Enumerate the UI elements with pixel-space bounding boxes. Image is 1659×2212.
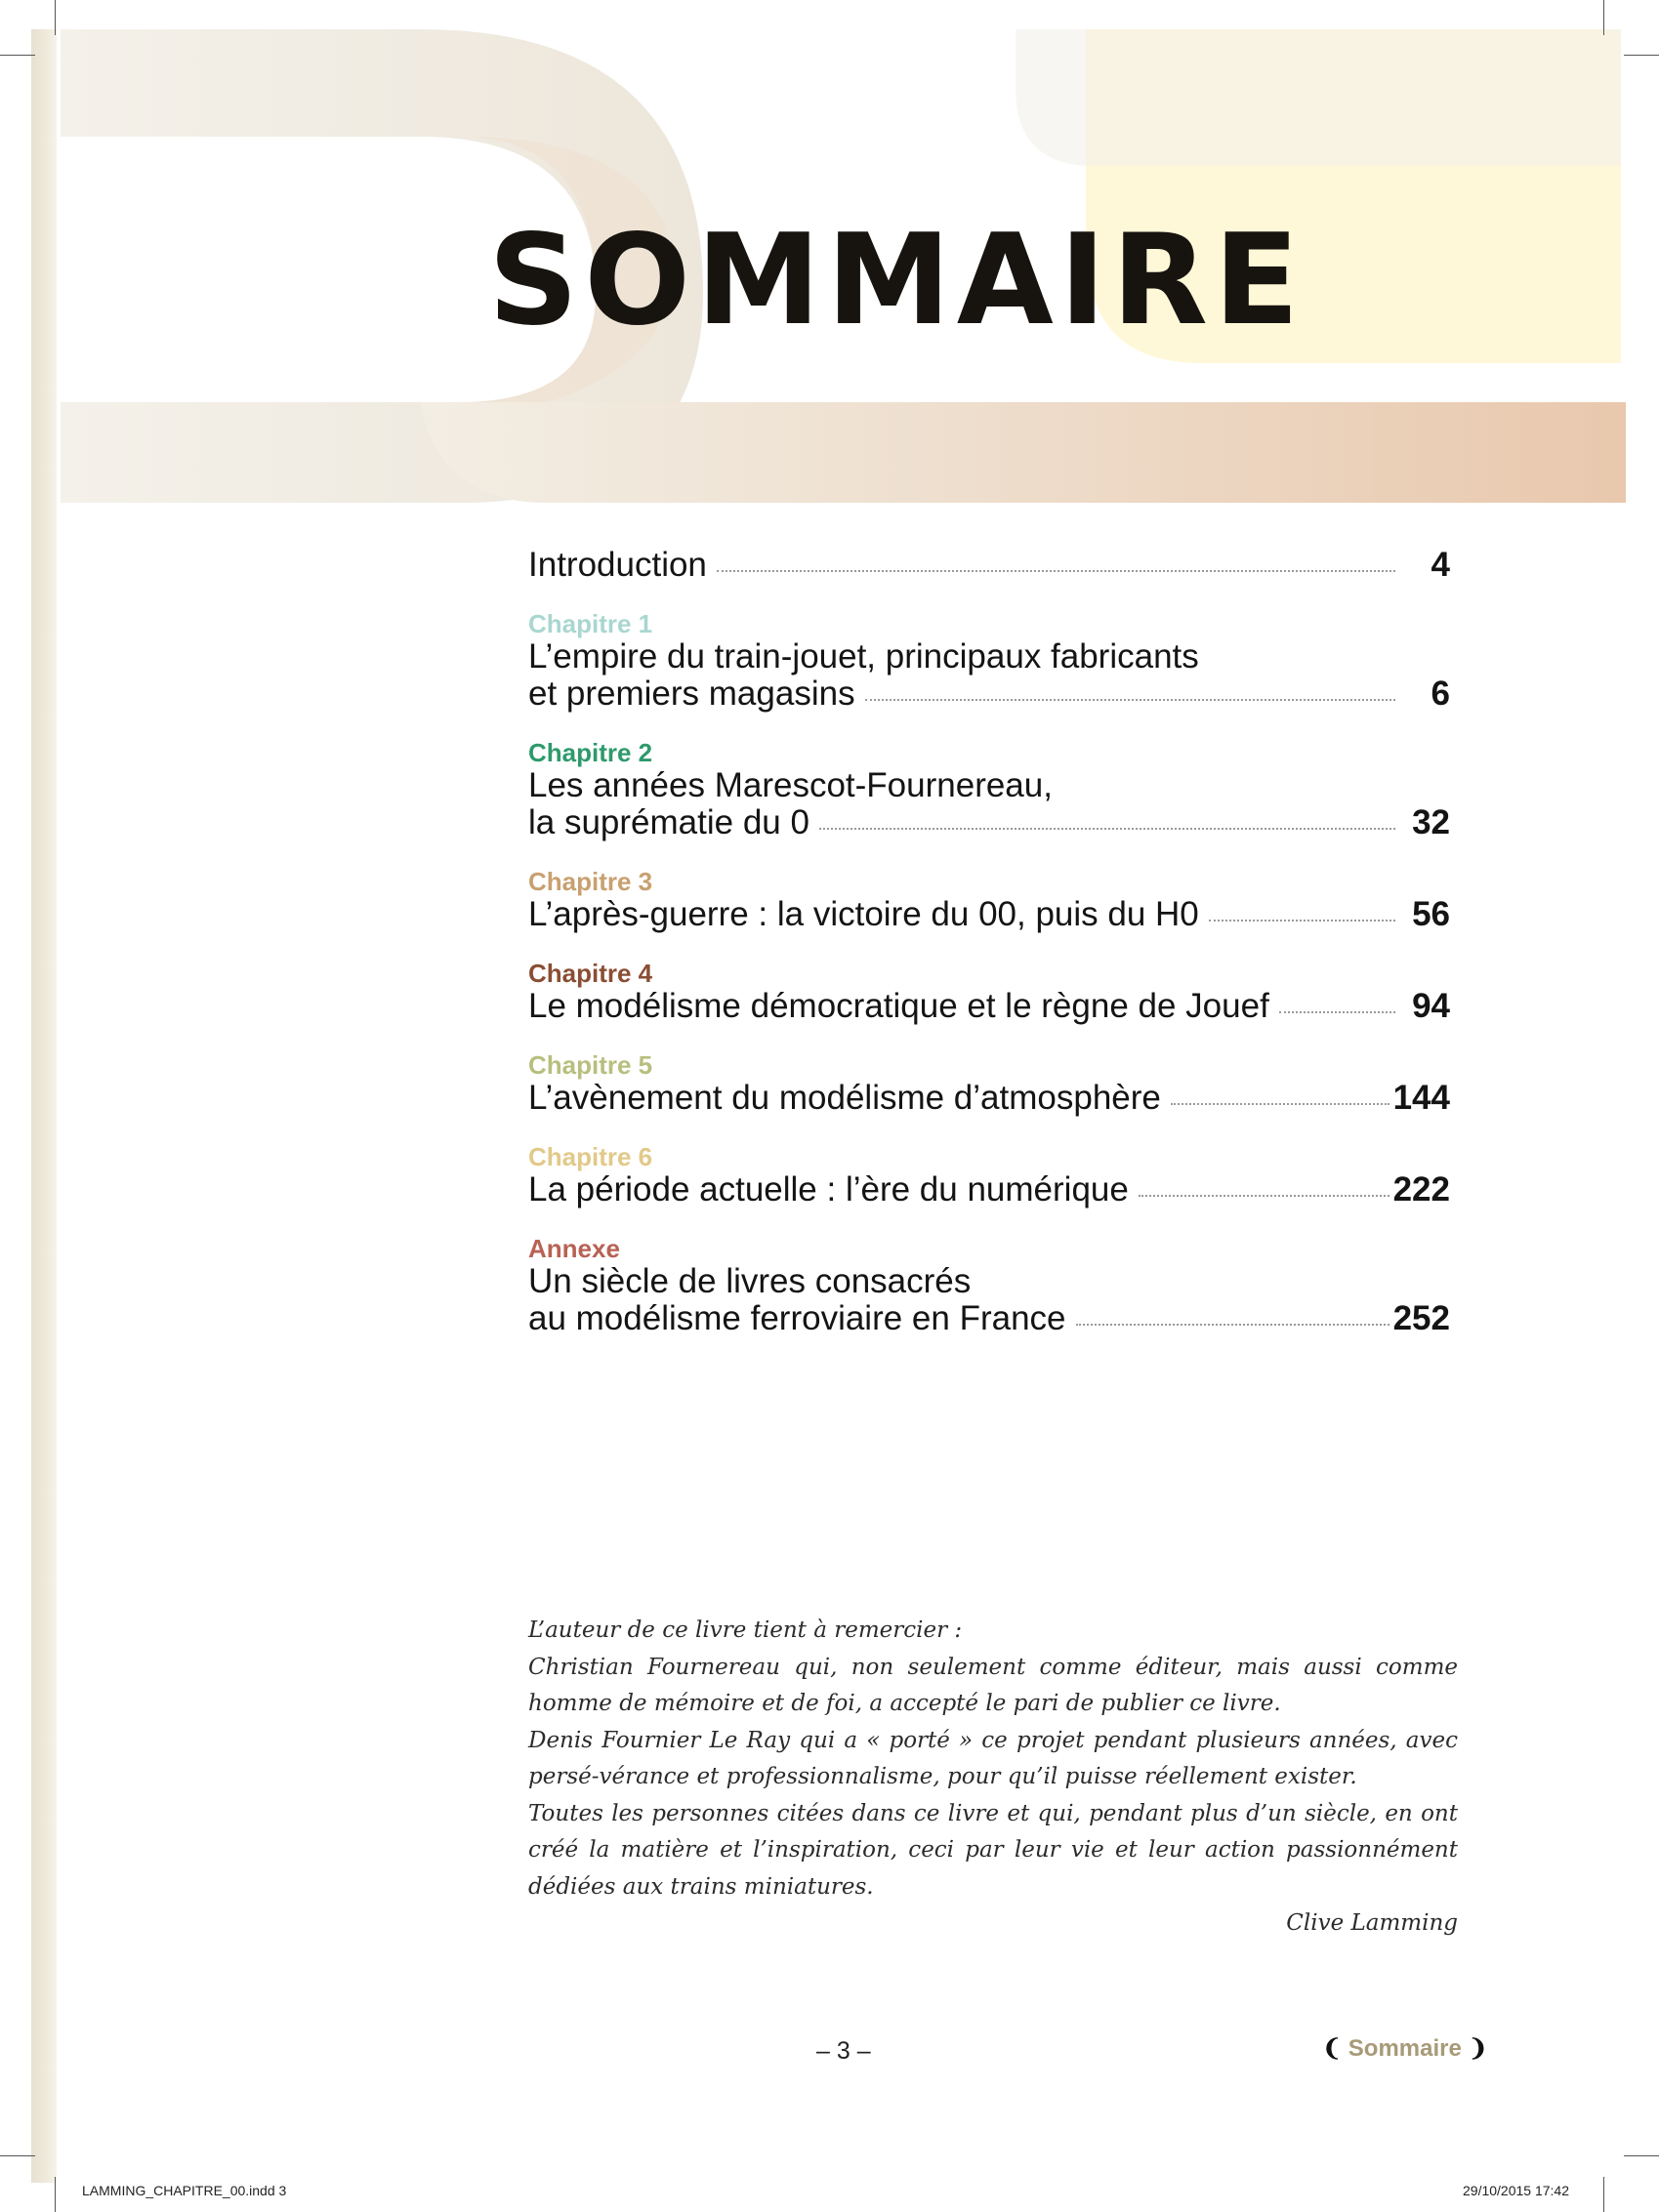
- toc-title-last-line: [528, 896, 1450, 933]
- toc-page-number: 4: [1431, 546, 1450, 584]
- leader-dots: [1076, 1323, 1389, 1326]
- crop-mark: [1603, 2177, 1604, 2212]
- toc-entry: [528, 1234, 1450, 1337]
- toc-entry: [528, 609, 1450, 713]
- toc-title-text: Introduction: [528, 546, 707, 584]
- ack-paragraph: Toutes les personnes citées dans ce livre et qui, pendant plus d’un siècle, en ont créé la matière et l’inspiration, ceci par leur vie et leur action passionnément dédiées aux trains miniatures.: [528, 1800, 1458, 1900]
- ack-paragraph: Denis Fournier Le Ray qui a « porté » ce projet pendant plusieurs années, avec persé-vérance et professionnalisme, pour qu’il puisse réellement exister.: [528, 1727, 1458, 1789]
- toc-entry: [528, 1142, 1450, 1208]
- toc-title-last-line: [528, 1080, 1450, 1117]
- leader-dots: [1139, 1194, 1389, 1197]
- table-of-contents: [528, 547, 1450, 1363]
- toc-title-last-line: [528, 547, 1450, 584]
- spine-strip: [31, 29, 57, 2183]
- toc-title-text: au modélisme ferroviaire en France: [528, 1299, 1066, 1337]
- chapter-label: Chapitre 5: [528, 1050, 653, 1080]
- slug-timestamp: 29/10/2015 17:42: [1463, 2183, 1569, 2198]
- toc-title-last-line: [528, 804, 1450, 841]
- chapter-label: Chapitre 3: [528, 867, 653, 896]
- crop-mark: [55, 0, 56, 35]
- running-title-label: Sommaire: [1348, 2035, 1462, 2062]
- chapter-label: Chapitre 6: [528, 1142, 653, 1171]
- toc-title-last-line: [528, 1300, 1450, 1337]
- chapter-label: Annexe: [528, 1234, 620, 1263]
- toc-page-number: 252: [1392, 1299, 1450, 1337]
- chapter-label: Chapitre 1: [528, 609, 653, 638]
- toc-title-text: L’après-guerre : la victoire du 00, puis du H0: [528, 895, 1199, 933]
- ack-signature: Clive Lamming: [1286, 1910, 1458, 1936]
- leader-dots: [1209, 919, 1395, 922]
- ack-paragraph: Christian Fournereau qui, non seulement comme éditeur, mais aussi comme homme de mémoire et de foi, a accepté le pari de publier ce livre.: [528, 1654, 1458, 1716]
- toc-page-number: 56: [1412, 895, 1450, 933]
- leader-dots: [819, 827, 1395, 830]
- toc-title-line: [528, 1263, 1450, 1300]
- toc-entry: [528, 867, 1450, 933]
- leader-dots: [1279, 1010, 1395, 1013]
- leader-dots: [865, 698, 1395, 701]
- bracket-right: ❩: [1468, 2035, 1488, 2062]
- toc-title-text: la suprématie du 0: [528, 803, 809, 841]
- leader-dots: [717, 569, 1395, 572]
- toc-entry: [528, 547, 1450, 584]
- toc-title-text: et premiers magasins: [528, 675, 855, 713]
- toc-title-line: [528, 638, 1450, 676]
- chapter-label: Chapitre 2: [528, 738, 653, 767]
- page-title: SOMMAIRE: [488, 208, 1306, 353]
- page-number: – 3 –: [816, 2037, 871, 2065]
- chapter-label: Chapitre 4: [528, 959, 653, 988]
- toc-page-number: 144: [1392, 1079, 1450, 1117]
- toc-page-number: 222: [1392, 1170, 1450, 1208]
- running-title: [1322, 2034, 1488, 2063]
- crop-mark: [0, 55, 35, 56]
- toc-title-text: L’empire du train-jouet, principaux fabricants: [528, 637, 1199, 676]
- toc-title-last-line: [528, 988, 1450, 1025]
- toc-entry: [528, 1050, 1450, 1117]
- toc-title-text: Les années Marescot-Fournereau,: [528, 766, 1053, 804]
- crop-mark: [1603, 0, 1604, 35]
- toc-page-number: 94: [1412, 987, 1450, 1025]
- toc-title-text: Le modélisme démocratique et le règne de Jouef: [528, 987, 1269, 1025]
- crop-mark: [1624, 2155, 1659, 2156]
- toc-title-last-line: [528, 1171, 1450, 1208]
- toc-title-text: L’avènement du modélisme d’atmosphère: [528, 1079, 1161, 1117]
- bracket-left: ❨: [1322, 2035, 1343, 2062]
- leader-dots: [1171, 1102, 1389, 1105]
- crop-mark: [0, 2155, 35, 2156]
- ack-intro: L’auteur de ce livre tient à remercier :: [528, 1618, 963, 1643]
- toc-entry: [528, 959, 1450, 1025]
- toc-title-text: La période actuelle : l’ère du numérique: [528, 1170, 1129, 1208]
- acknowledgements: [528, 1613, 1458, 1943]
- slug-filename: LAMMING_CHAPITRE_00.indd 3: [82, 2183, 287, 2198]
- crop-mark: [1624, 55, 1659, 56]
- crop-mark: [55, 2177, 56, 2212]
- toc-page-number: 6: [1431, 675, 1450, 713]
- toc-entry: [528, 738, 1450, 841]
- toc-title-last-line: [528, 676, 1450, 713]
- toc-title-line: [528, 767, 1450, 804]
- toc-title-text: Un siècle de livres consacrés: [528, 1262, 972, 1300]
- toc-page-number: 32: [1412, 803, 1450, 841]
